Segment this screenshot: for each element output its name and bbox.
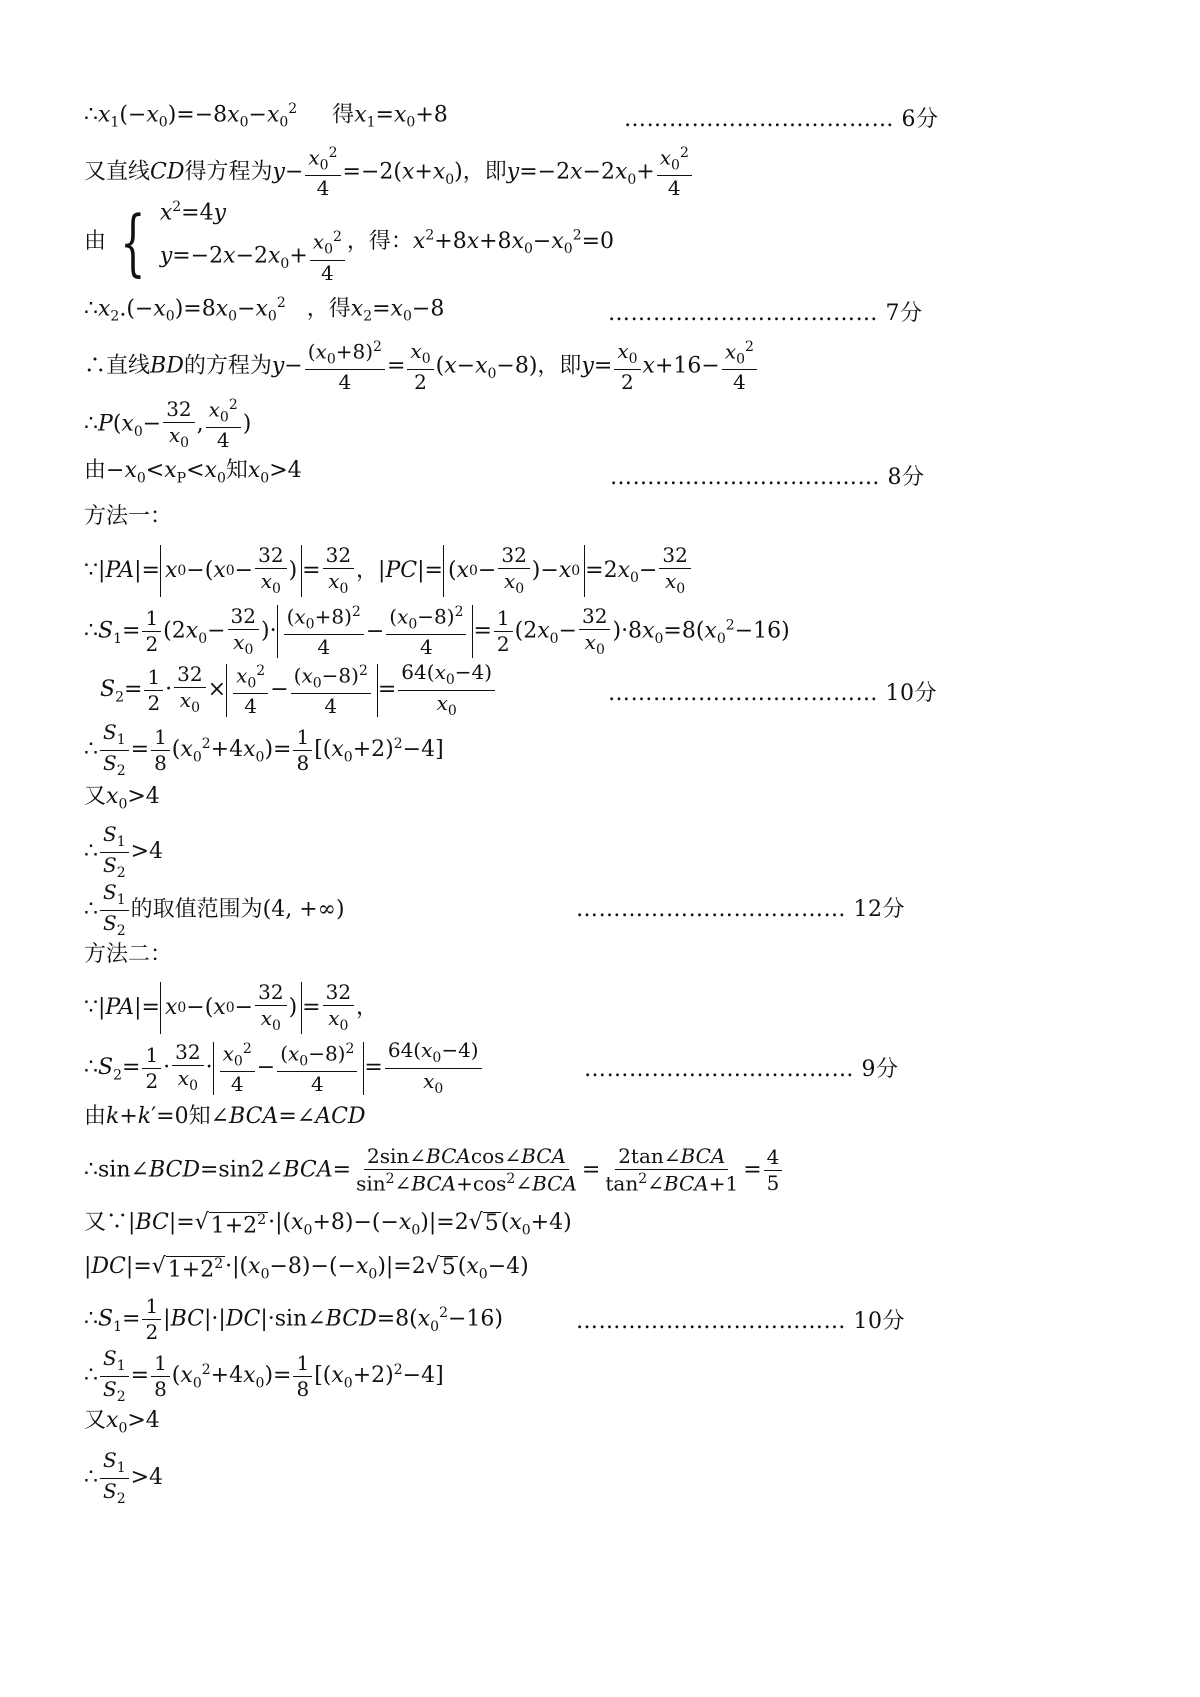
line-dc: |DC|=√ $1+2^2$ $\cdot|(x_0-8)-(-x_0)|=2√$ 5 $(x_0-4)$ bbox=[84, 1254, 529, 1283]
line-x0-gt4-a: 又$x_0>4$ bbox=[84, 784, 160, 813]
score-12: ……………………………… 12分 bbox=[576, 897, 905, 922]
line-angle: 由k+k′=0知∠BCA=∠ACD bbox=[84, 1104, 366, 1129]
line-ratio-2: ∴ $\frac{S_1}{S_2}$ = $\frac{1}{8}$ $(x_0^2+4x_0)=$ $\frac{1}{8}$ $[(x_0+2)^2-4]$ bbox=[84, 1346, 444, 1405]
line-4: $\therefore x_2.(-x_0)=8x_0-x_0^2$ ，得$x_2=x_0-8$ bbox=[84, 295, 445, 325]
method-1-heading: 方法一： bbox=[84, 504, 173, 529]
line-sin: ∴sin∠BCD=sin2∠BCA= $\frac{\text{2sin∠BCAcos∠BCA}}{\sin^2\angle BCA+\cos^2\angle BCA}$ = $\frac{\text{2tan∠BCA}}{\tan^2\angle BCA+1}$ = $\frac{4}{5}$ bbox=[84, 1146, 784, 1195]
line-s1: $\therefore S_1=$ $\frac{1}{2}$ ($2x_0-$ $\frac{32}{x_0}$ )· $\frac{(x_0+8)^2}{4}$ − $\frac{(x_0-8)^2}{4}$ = $\frac{1}{2}$ ($2x_0-$ $\frac{32}{x_0}$ )$\cdot 8x_0=8(x_0^2-16)$ bbox=[84, 603, 790, 660]
line-x0-gt4-b: 又$x_0>4$ bbox=[84, 1408, 160, 1437]
line-s1-2: $\therefore S_1=$ $\frac{1}{2}$ $|BC|\cdot|DC|\cdot\sin\angle BCD=8(x_0^2-16)$ bbox=[84, 1294, 504, 1344]
line-1: $\therefore x_1(-x_0)=-8x_0-x_0^2$ 得$x_1=x_0+8$ bbox=[84, 101, 448, 131]
line-pa-2: ∵|PA|= x 0 −( x 0 − $\frac{32}{x_0}$ ) = $\frac{32}{x_0}$ ， bbox=[84, 980, 379, 1034]
score-9: ……………………………… 9分 bbox=[584, 1057, 899, 1082]
line-5: ∴直线BD的方程为y− $\frac{(x_0+8)^2}{4}$ = $\frac{x_0}{2}$ $(x-x_0-8)$，即y= $\frac{x_0}{2}$ x+16− $\frac{x_0^2}{4}$ bbox=[84, 340, 759, 393]
score-7: ……………………………… 7分 bbox=[608, 301, 923, 326]
line-bc: 又∵|BC|=√ $1+2^2$ $\cdot|(x_0+8)-(-x_0)|=2√$ 5 $(x_0+4)$ bbox=[84, 1210, 572, 1239]
line-7: 由$-x_0<x_P<x_0$知$x_0>4$ bbox=[84, 458, 302, 487]
method-2-heading: 方法二： bbox=[84, 942, 173, 967]
line-2: 又直线CD得方程为y− $\frac{x_0^2}{4}$ $=-2(x+x_0)$，即$y=-2x-2x_0+$ $\frac{x_0^2}{4}$ bbox=[84, 146, 694, 199]
line-6: $\therefore P(x_0-$ $\frac{32}{x_0}$ , $\frac{x_0^2}{4}$ ) bbox=[84, 396, 252, 453]
line-s2: $S_2=$ $\frac{1}{2}$ · $\frac{32}{x_0}$ × $\frac{x_0^2}{4}$ − $\frac{(x_0-8)^2}{4}$ = $\frac{64(x_0-4)}{x_0}$ bbox=[100, 662, 497, 718]
score-10b: ……………………………… 10分 bbox=[576, 1309, 905, 1334]
line-range: ∴ $\frac{S_1}{S_2}$ 的取值范围为(4, +∞) bbox=[84, 880, 345, 939]
line-ratio-gt4-b: ∴ $\frac{S_1}{S_2}$ >4 bbox=[84, 1448, 164, 1507]
line-3-system: 由 { $x^2=4y$ $y=-2x-2x_0+$ $\frac{x_0^2}{4}$ ，得：$x^2+8x+8x_0-x_0^2=0$ bbox=[84, 199, 615, 285]
line-ratio-1: ∴ $\frac{S_1}{S_2}$ = $\frac{1}{8}$ $(x_0^2+4x_0)=$ $\frac{1}{8}$ $[(x_0+2)^2-4]$ bbox=[84, 720, 444, 779]
line-ratio-gt4-a: ∴ $\frac{S_1}{S_2}$ >4 bbox=[84, 822, 164, 881]
score-6: ……………………………… 6分 bbox=[624, 107, 939, 132]
line-s2-2: $\therefore S_2=$ $\frac{1}{2}$ · $\frac{32}{x_0}$ · $\frac{x_0^2}{4}$ − $\frac{(x_0-8)^2}{4}$ = $\frac{64(x_0-4)}{x_0}$ bbox=[84, 1040, 484, 1096]
score-10a: ……………………………… 10分 bbox=[608, 681, 937, 706]
line-pa-pc: ∵|PA|= x 0 −( x 0 − $\frac{32}{x_0}$ ) = $\frac{32}{x_0}$ ，|PC|= ( x 0 − $\frac{32}{x_0}$ )− x 0 $=2x_0-$ $\frac{32}{x_0}$ bbox=[84, 545, 693, 597]
score-8: ……………………………… 8分 bbox=[610, 465, 925, 490]
